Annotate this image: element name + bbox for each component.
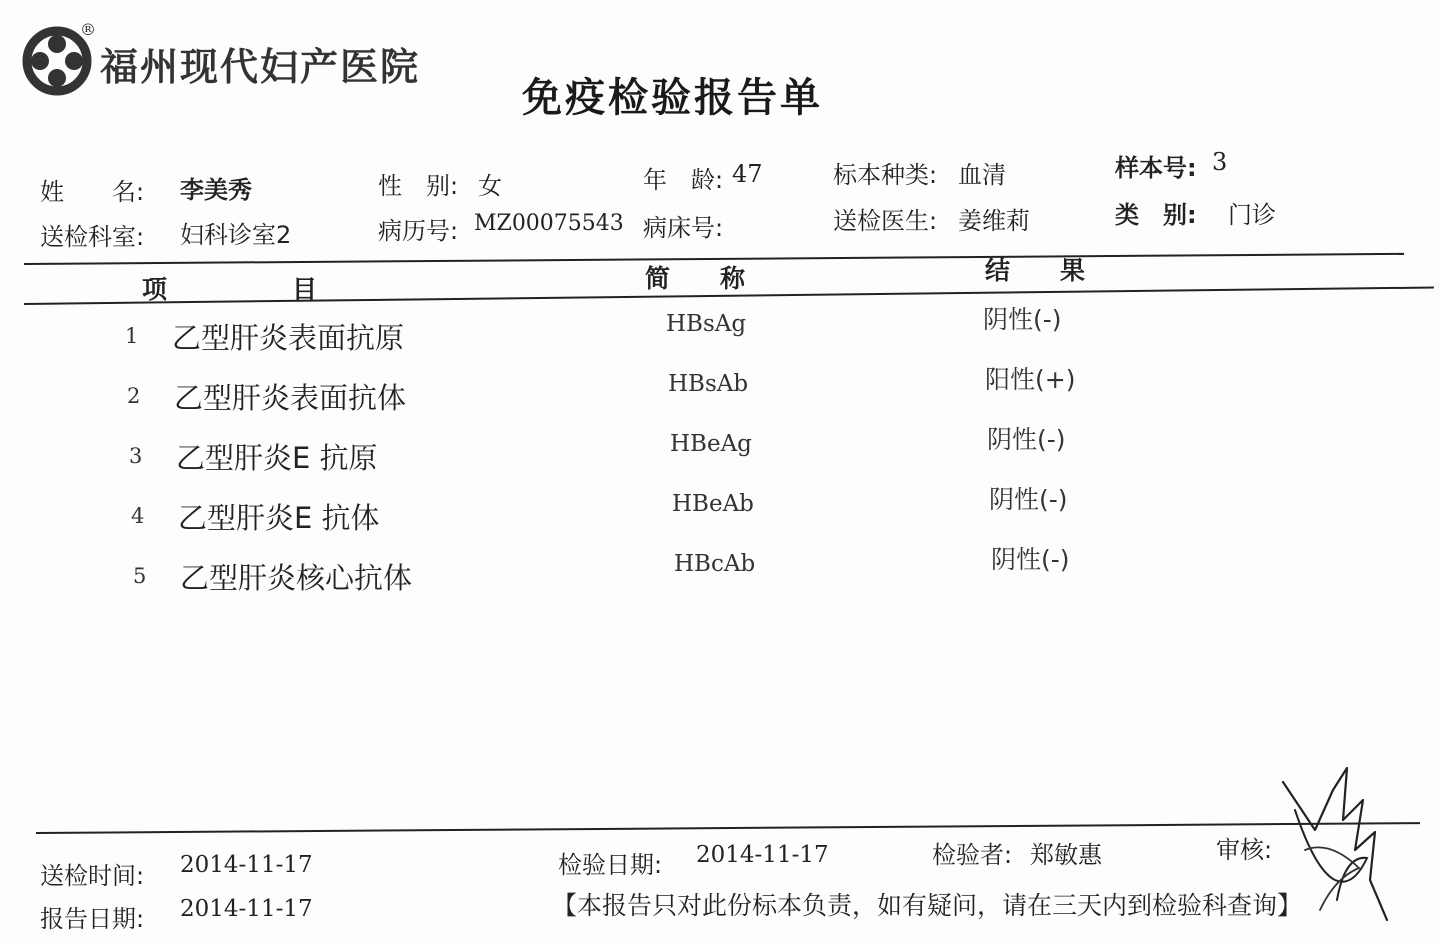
dept-value: 妇科诊室2 (180, 221, 292, 249)
reviewer-label: 审核: (1216, 836, 1273, 864)
row-abbr: HBcAb (674, 551, 756, 577)
row-no: 1 (125, 324, 139, 348)
test-date-value: 2014-11-17 (696, 842, 829, 868)
row-result: 阴性(-) (991, 545, 1070, 574)
submit-time-label: 送检时间: (40, 862, 145, 890)
sample-no-label: 样本号: (1115, 154, 1197, 182)
row-result: 阴性(-) (983, 305, 1062, 334)
category-label: 类 别: (1115, 201, 1197, 229)
record-no-value: MZ00075543 (474, 211, 624, 236)
dept-label: 送检科室: (40, 223, 145, 251)
report-title: 免疫检验报告单 (522, 75, 823, 121)
row-abbr: HBeAb (672, 491, 754, 517)
row-abbr: HBeAg (670, 431, 752, 457)
registered-mark: ® (80, 20, 96, 39)
row-abbr: HBsAb (668, 371, 749, 397)
category-value: 门诊 (1228, 201, 1276, 229)
patient-name-label: 姓 名: (40, 178, 145, 206)
specimen-type-label: 标本种类: (833, 161, 938, 189)
row-no: 2 (127, 384, 141, 408)
test-date-label: 检验日期: (558, 851, 663, 879)
row-item-name: 乙型肝炎E 抗体 (178, 501, 380, 535)
hospital-name: 福州现代妇产医院 (100, 44, 421, 89)
sex-label: 性 别: (378, 172, 459, 200)
row-no: 5 (133, 564, 147, 588)
submit-time-value: 2014-11-17 (180, 852, 313, 878)
patient-name-value: 李美秀 (180, 176, 252, 204)
sample-no-value: 3 (1212, 148, 1228, 176)
bed-no-label: 病床号: (643, 214, 724, 242)
header-result: 结 果 (985, 256, 1086, 285)
row-no: 4 (131, 504, 145, 528)
row-item-name: 乙型肝炎表面抗原 (172, 321, 405, 355)
row-result: 阴性(-) (989, 485, 1068, 514)
disclaimer-notice: 【本报告只对此份标本负责，如有疑问，请在三天内到检验科查询】 (552, 891, 1303, 920)
footer-rule (36, 822, 1420, 834)
row-abbr: HBsAg (666, 311, 747, 337)
row-item-name: 乙型肝炎表面抗体 (174, 381, 407, 415)
age-value: 47 (732, 160, 763, 188)
row-item-name: 乙型肝炎核心抗体 (180, 561, 413, 595)
report-date-label: 报告日期: (40, 905, 145, 933)
header-abbr: 简 称 (645, 264, 746, 293)
row-result: 阴性(-) (987, 425, 1066, 454)
sex-value: 女 (478, 172, 502, 200)
row-result: 阳性(+) (985, 365, 1076, 394)
specimen-type-value: 血清 (958, 161, 1006, 189)
report-date-value: 2014-11-17 (180, 896, 313, 922)
row-item-name: 乙型肝炎E 抗原 (176, 441, 378, 475)
doctor-value: 姜维莉 (958, 207, 1030, 235)
tester-value: 郑敏惠 (1030, 841, 1102, 869)
doctor-label: 送检医生: (833, 207, 938, 235)
row-no: 3 (129, 444, 143, 468)
record-no-label: 病历号: (378, 217, 459, 245)
tester-label: 检验者: (932, 841, 1013, 869)
header-item: 项 目 (142, 275, 318, 304)
age-label: 年 龄: (643, 166, 724, 194)
